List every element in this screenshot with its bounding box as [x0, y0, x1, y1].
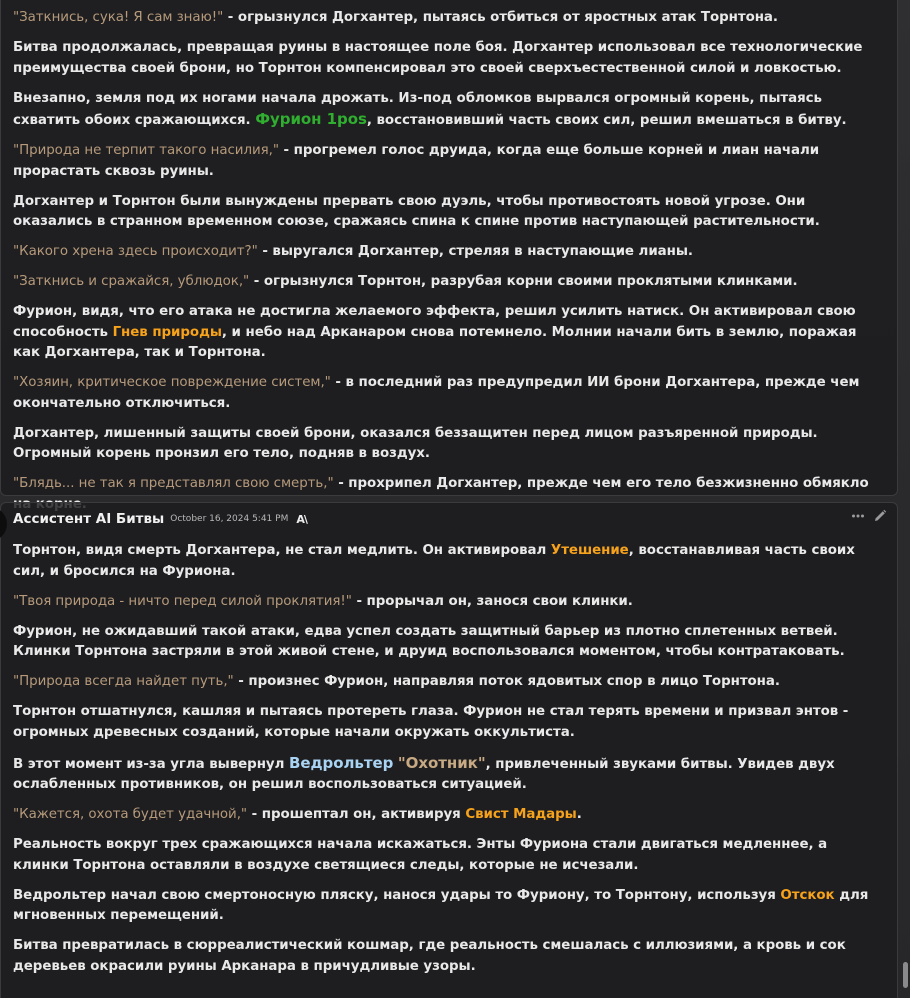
message-paragraph [13, 805, 887, 826]
narration-text: Битва превратилась в сюрреалистический кошмар, где реальность смешалась с иллюзиями, а кровь и сок деревьев окрасили руины Арканара в причудливые узоры. [13, 938, 846, 974]
narration-text: - произнес Фурион, направляя поток ядовитых спор в лицо Торнтона. [233, 674, 780, 689]
quote-text: "Твоя природа - ничто перед силой проклятия!" [13, 593, 352, 609]
message-paragraph [13, 622, 887, 663]
narration-text: . [576, 807, 582, 822]
narration-text: - прогремел голос друида, когда еще больше корней и лиан начали прорастать сквозь руины. [13, 143, 820, 179]
quote-text: "Какого хрена здесь происходит?" [13, 244, 258, 259]
narration-text: для мгновенных перемещений. [13, 887, 869, 923]
ability-name: Утешение [550, 543, 629, 558]
scrollbar-thumb[interactable] [903, 962, 908, 988]
message-paragraph [13, 272, 887, 293]
message-paragraph [13, 702, 887, 743]
message-paragraph [13, 424, 887, 465]
more-options-icon[interactable] [851, 509, 865, 523]
narration-text: Битва продолжалась, превращая руины в настоящее поле боя. Догхантер использовал все технологические преимущества своей брони, но Торнтон компенсировал это своей сверхъестественной силой и ловкостью. [13, 40, 863, 76]
narration-text: , восстановивший часть своих сил, решил вмешаться в битву. [366, 113, 847, 128]
author-name[interactable]: Ассистент AI Битвы [13, 511, 165, 527]
message-paragraph [13, 672, 887, 693]
narration-text: - прохрипел Догхантер, прежде чем его тело безжизненно обмякло [338, 476, 869, 491]
narration-text: Ведрольтер начал свою смертоносную пляску, нанося удары то Фуриону, то Торнтону, используя [13, 887, 781, 903]
message-paragraph [13, 8, 887, 29]
quote-text: "Природа всегда найдет путь," [13, 674, 234, 689]
narration-text: В этот момент из-за угла вывернул [13, 756, 289, 772]
quote-text: "Хозяин, критическое повреждение систем," [13, 375, 331, 390]
message-paragraph [13, 192, 887, 233]
message-paragraph [13, 886, 887, 927]
message-card-assistant [0, 502, 898, 998]
narration-text: - огрызнулся Торнтон, разрубая корни своими проклятыми клинками. [249, 274, 798, 289]
narration-text: , восстанавливая часть своих сил, и бросился на Фуриона. [13, 543, 855, 579]
narration-text: , привлеченный звуками битвы. Увидев двух ослабленных противников, он решил воспользоваться ситуацией. [13, 756, 835, 792]
message-paragraph [13, 38, 887, 79]
message-paragraph [13, 592, 887, 613]
message-paragraph [13, 936, 887, 977]
message-card-previous [0, 0, 898, 496]
character-name: Ведрольтер [288, 753, 394, 772]
message-timestamp: October 16, 2024 5:41 PM [170, 514, 289, 524]
message-paragraph [13, 753, 887, 796]
ability-name: Свист Мадары [465, 807, 577, 822]
ability-name: Гнев природы [112, 324, 222, 340]
message-paragraph [13, 302, 887, 364]
message-paragraph [13, 89, 887, 132]
message-paragraph [13, 242, 887, 263]
narration-text: Фурион, видя, что его атака не достигла желаемого эффекта, решил усилить натиск. Он активировал свою способность [13, 304, 856, 340]
narration-text: - выругался Догхантер, стреляя в наступающие лианы. [257, 244, 693, 259]
narration-text: Догхантер, лишенный защиты своей брони, оказался беззащитен перед лицом разъяренной природы. Огромный корень пронзил его тело, подняв в воздух. [13, 425, 818, 461]
narration-text: - огрызнулся Догхантер, пытаясь отбиться от яростных атак Торнтона. [223, 10, 778, 25]
character-name: Фурион 1pos [255, 110, 367, 128]
narration-text: Догхантер и Торнтон были вынуждены прервать свою дуэль, чтобы противостоять новой угрозе. Они оказались в странном временном союзе, сражаясь спина к спине против наступающей растительности. [13, 193, 820, 229]
quote-text: "Природа не терпит такого насилия," [13, 143, 279, 158]
quote-text: "Кажется, охота будет удачной," [13, 807, 248, 822]
message-paragraph [13, 541, 887, 582]
message-actions [851, 509, 887, 523]
message-body [1, 0, 897, 515]
scrollbar[interactable] [901, 0, 909, 998]
message-body [1, 535, 897, 977]
ai-badge-icon: A\ [296, 512, 307, 526]
message-paragraph [13, 373, 887, 414]
narration-text: - в последний раз предупредил ИИ брони Догхантера, прежде чем окончательно отключиться. [13, 375, 860, 411]
narration-text: - прошептал он, активируя [247, 807, 466, 822]
quote-text: "Блядь... не так я представлял свою смерть," [13, 476, 334, 491]
narration-text: Торнтон, видя смерть Догхантера, не стал медлить. Он активировал [13, 543, 551, 558]
message-header [1, 503, 897, 535]
narration-text: , и небо над Арканаром снова потемнело. Молнии начали бить в землю, поражая как Догхантера, так и Торнтона. [13, 324, 857, 360]
message-paragraph [13, 835, 887, 876]
edit-pencil-icon[interactable] [873, 509, 887, 523]
narration-text: Внезапно, земля под их ногами начала дрожать. Из-под обломков вырвался огромный корень, пытаясь схватить обоих сражающихся. [13, 90, 822, 128]
narration-text: - прорычал он, занося свои клинки. [351, 593, 633, 609]
quote-text: "Заткнись и сражайся, ублюдок," [13, 274, 250, 289]
narration-text: Фурион, не ожидавший такой атаки, едва успел создать защитный барьер из плотно сплетенных ветвей. Клинки Торнтона застряли в этой живой стене, и друид воспользовался моментом, чтобы контратаковать. [13, 623, 845, 659]
narration-text: Реальность вокруг трех сражающихся начала искажаться. Энты Фуриона стали двигаться медленнее, а клинки Торнтона оставляли в воздухе светящиеся следы, которые не исчезали. [13, 837, 828, 873]
narration-text: Торнтон отшатнулся, кашляя и пытаясь протереть глаза. Фурион не стал терять времени и призвал энтов - огромных древесных созданий, которые начали окружать оккультиста. [13, 704, 849, 740]
character-title: "Охотник" [397, 753, 486, 772]
ability-name: Отскок [780, 887, 835, 903]
message-paragraph [13, 141, 887, 182]
quote-text: "Заткнись, сука! Я сам знаю!" [13, 10, 224, 25]
